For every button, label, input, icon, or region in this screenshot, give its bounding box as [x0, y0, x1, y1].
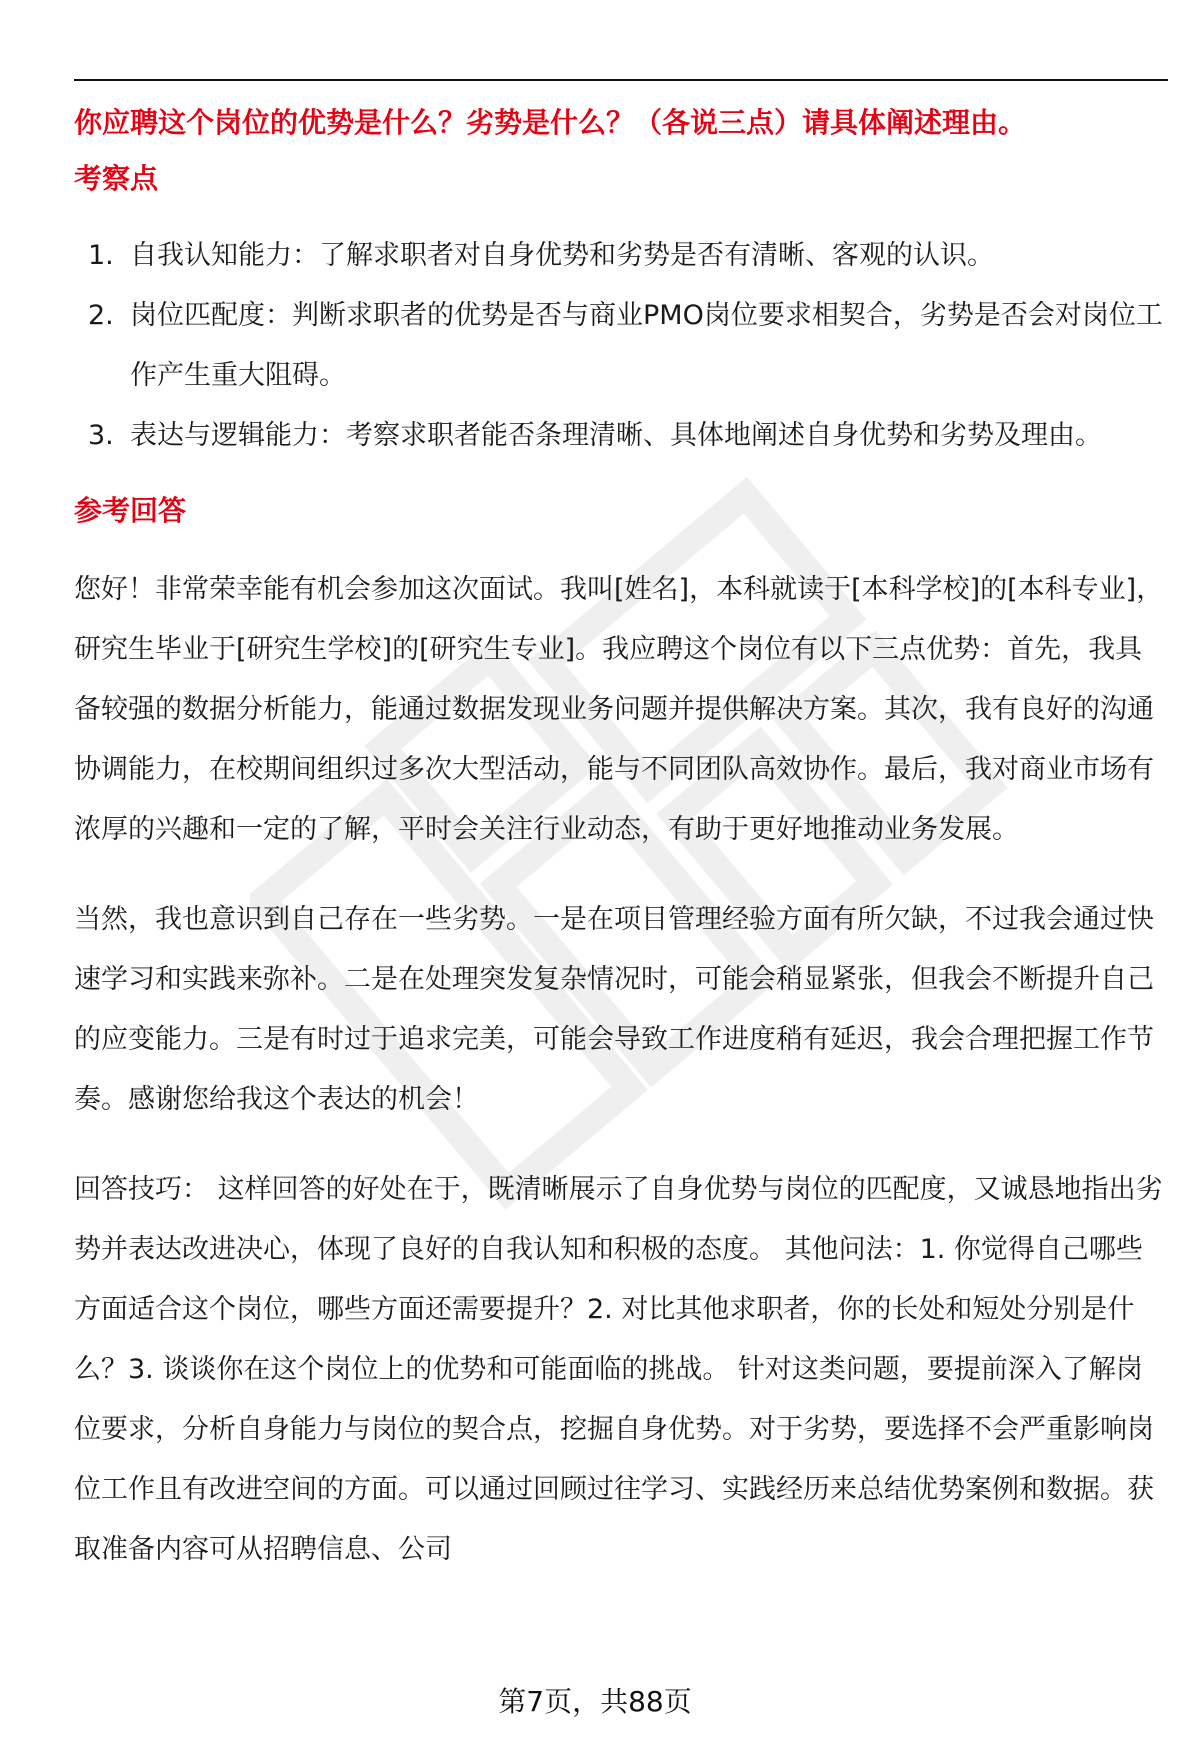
list-item-text: 表达与逻辑能力：考察求职者能否条理清晰、具体地阐述自身优势和劣势及理由。	[130, 420, 1102, 451]
list-item	[74, 226, 1168, 286]
answer-tips-paragraph: 回答技巧： 这样回答的好处在于，既清晰展示了自身优势与岗位的匹配度，又诚恳地指出劣势并表达改进决心，体现了良好的自我认知和积极的态度。 其他问法：1. 你觉得自己哪些方面适合这个岗位，哪些方面还需要提升？2. 对比其他求职者，你的长处和短处分别是什么？3. 谈谈你在这个岗位上的优势和可能面临的挑战。 针对这类问题，要提前深入了解岗位要求，分析自身能力与岗位的契合点，挖掘自身优势。对于劣势，要选择不会严重影响岗位工作且有改进空间的方面。可以通过回顾过往学习、实践经历来总结优势案例和数据。获取准备内容可从招聘信息、公司	[74, 1174, 1163, 1565]
top-rule	[74, 79, 1168, 81]
page-number: 第7页，共88页	[498, 1685, 692, 1718]
question-heading: 你应聘这个岗位的优势是什么？劣势是什么？（各说三点）请具体阐述理由。	[74, 106, 1027, 139]
answer-paragraph-intro: 您好！非常荣幸能有机会参加这次面试。我叫[姓名]，本科就读于[本科学校]的[本科专业]，研究生毕业于[研究生学校]的[研究生专业]。我应聘这个岗位有以下三点优势：首先，我具备较强的数据分析能力，能通过数据发现业务问题并提供解决方案。其次，我有良好的沟通协调能力，在校期间组织过多次大型活动，能与不同团队高效协作。最后，我对商业市场有浓厚的兴趣和一定的了解，平时会关注行业动态，有助于更好地推动业务发展。	[74, 574, 1164, 845]
reference-answer-heading: 参考回答	[74, 494, 187, 527]
exam-points-list	[74, 226, 1168, 466]
page-content	[74, 98, 1168, 1580]
list-item-number: 3.	[88, 420, 114, 451]
list-item	[74, 286, 1168, 406]
list-item-number: 2.	[88, 300, 114, 331]
exam-points-heading: 考察点	[74, 162, 159, 195]
list-item-number: 1.	[88, 240, 114, 271]
list-item-text: 岗位匹配度：判断求职者的优势是否与商业PMO岗位要求相契合，劣势是否会对岗位工作产生重大阻碍。	[130, 300, 1163, 391]
answer-paragraph-weaknesses: 当然，我也意识到自己存在一些劣势。一是在项目管理经验方面有所欠缺，不过我会通过快速学习和实践来弥补。二是在处理突发复杂情况时，可能会稍显紧张，但我会不断提升自己的应变能力。三是有时过于追求完美，可能会导致工作进度稍有延迟，我会合理把握工作节奏。感谢您给我这个表达的机会！	[74, 904, 1154, 1115]
list-item	[74, 406, 1168, 466]
list-item-text: 自我认知能力：了解求职者对自身优势和劣势是否有清晰、客观的认识。	[130, 240, 994, 271]
